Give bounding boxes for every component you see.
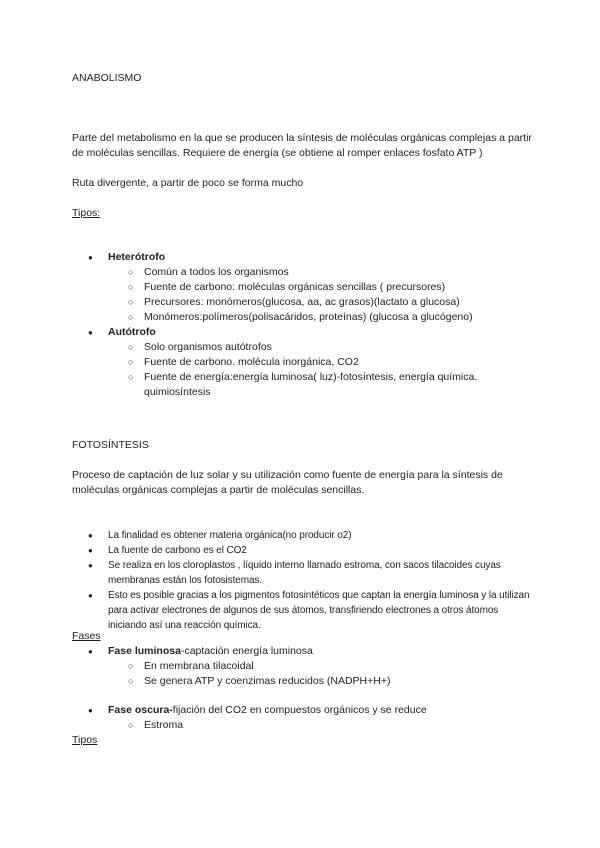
- fase-oscura-list: [72, 703, 537, 733]
- list-item: ○ Se genera ATP y coenzimas reducidos (NADPH+H+): [72, 674, 537, 689]
- heterotrofo-label: Heterótrofo: [108, 251, 166, 263]
- list-item: ○ Fuente de energía:energía luminosa( luz)-fotosíntesis, energía química. quimiosíntesis: [72, 370, 542, 400]
- list-item: ● Esto es posible gracias a los pigmentos fotosintéticos que captan la energía luminosa y la utilizan para activar electrones de algunos de sus átomos, transfiriendo electrones a otros átomos iniciando así una reacción química.: [72, 588, 537, 633]
- list-item: ○ En membrana tilacoidal: [72, 659, 537, 674]
- list-item: ○ Fuente de carbono: moléculas orgánicas sencillas ( precursores): [72, 280, 542, 295]
- fase-oscura-label: Fase oscura-: [108, 704, 173, 716]
- fases-heading: Fases: [72, 630, 101, 642]
- fotosintesis-definition: Proceso de captación de luz solar y su utilización como fuente de energía para la síntesis de moléculas orgánicas complejas a partir de moléculas sencillas.: [72, 469, 503, 496]
- list-item: ● La fuente de carbono es el CO2: [72, 543, 537, 558]
- list-item-fase-oscura: [72, 703, 537, 733]
- section-title-anabolismo: ANABOLISMO: [72, 72, 142, 84]
- list-item: ○ Solo organismos autótrofos: [72, 340, 542, 355]
- fotosintesis-bullets: [72, 528, 537, 633]
- list-item: ○ Común a todos los organismos: [72, 265, 542, 280]
- anabolismo-definition: Parte del metabolismo en la que se producen la síntesis de moléculas orgánicas complejas a partir de moléculas sencillas. Requiere de energía (se obtiene al romper enlaces fosfato ATP ): [72, 132, 532, 159]
- list-item: ○ Monómeros:polímeros(polisacáridos, proteínas) (glucosa a glucógeno): [72, 310, 542, 325]
- list-item: ○ Fuente de carbono. molécula inorgánica, CO2: [72, 355, 542, 370]
- list-item-heterotrofo: [72, 250, 542, 325]
- list-item: ○ Estroma: [72, 718, 537, 733]
- list-item-fase-luminosa: [72, 644, 537, 689]
- fase-oscura-desc: fijación del CO2 en compuestos orgánicos y se reduce: [172, 704, 427, 716]
- anabolismo-ruta: Ruta divergente, a partir de poco se forma mucho: [72, 177, 304, 189]
- fase-luminosa-label: Fase luminosa: [108, 645, 181, 657]
- anabolismo-tipos-list: [72, 250, 542, 400]
- autotrofo-label: Autótrofo: [108, 326, 156, 338]
- list-item-autotrofo: [72, 325, 542, 400]
- section-title-fotosintesis: FOTOSÍNTESIS: [72, 439, 149, 451]
- list-item: ○ Precursores: monómeros(glucosa, aa, ac grasos)(lactato a glucosa): [72, 295, 542, 310]
- list-item: ● La finalidad es obtener materia orgánica(no producir o2): [72, 528, 537, 543]
- list-item: ● Se realiza en los cloroplastos , líquido interno llamado estroma, con sacos tilacoides cuyas membranas están los fotosistemas.: [72, 558, 537, 588]
- tipos-fotosintesis-heading: Tipos: [72, 734, 98, 746]
- tipos-heading: Tipos:: [72, 207, 101, 219]
- fase-luminosa-list: [72, 644, 537, 689]
- fase-luminosa-desc: -captación energía luminosa: [180, 645, 313, 657]
